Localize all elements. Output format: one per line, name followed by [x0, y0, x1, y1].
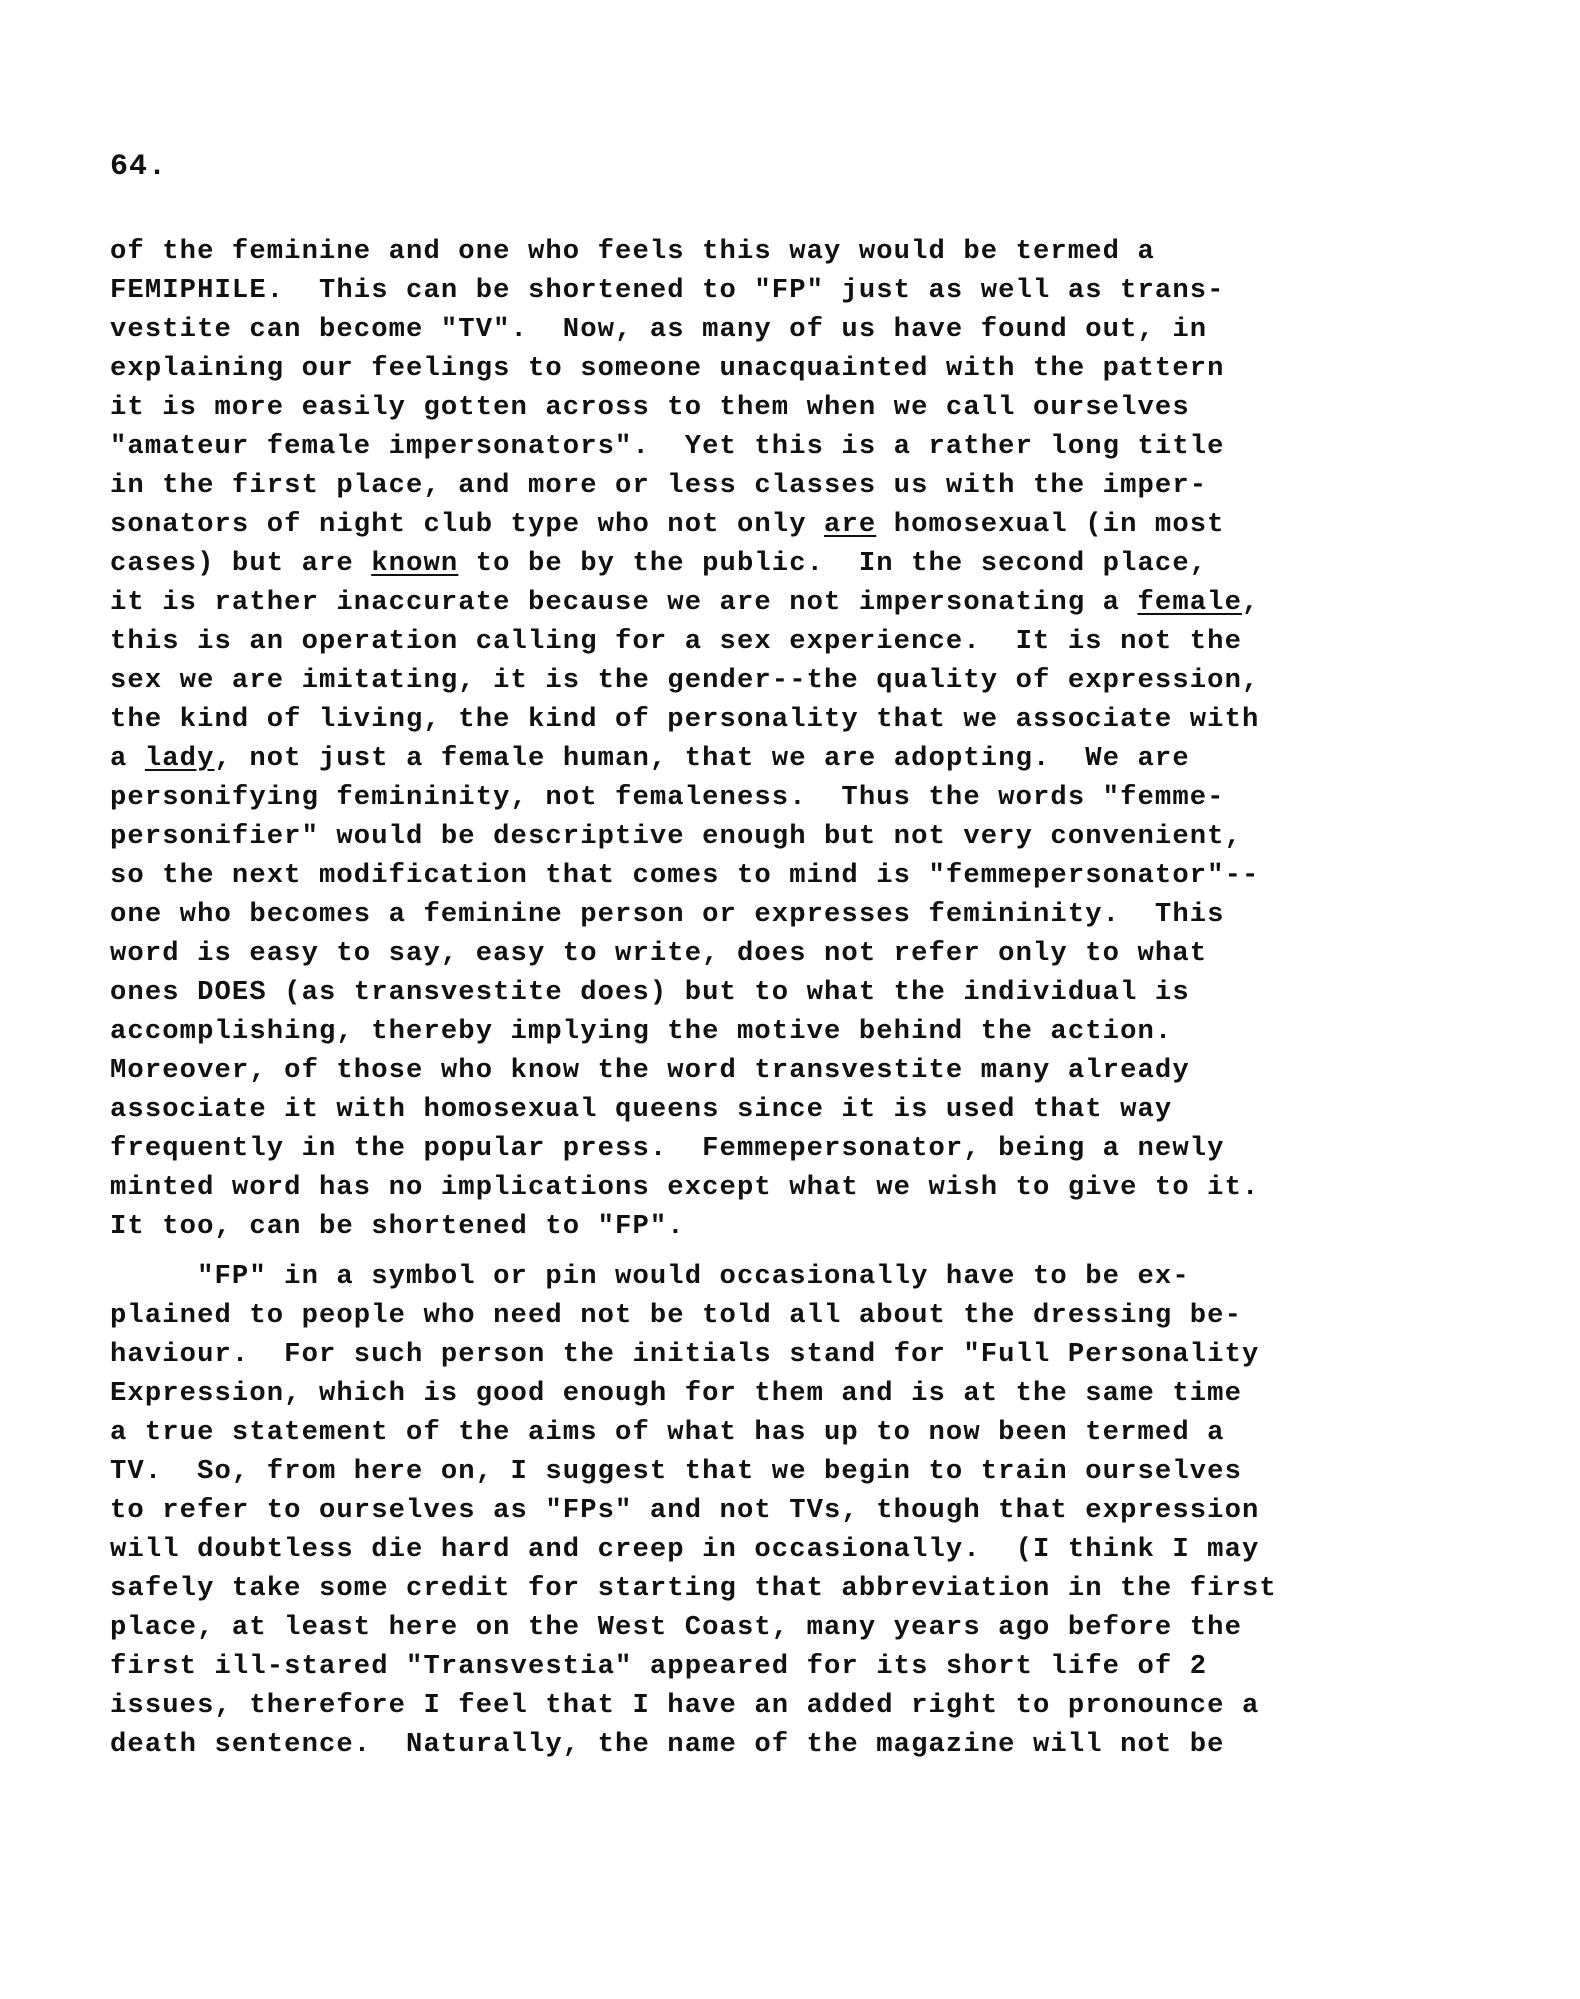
text-segment: it is rather inaccurate because we are not impersonating a [110, 587, 1138, 618]
text-segment: vestite can become "TV". Now, as many of us have found out, in [110, 314, 1208, 345]
text-segment: It too, can be shortened to "FP". [110, 1211, 685, 1242]
text-segment: death sentence. Naturally, the name of the magazine will not be [110, 1729, 1225, 1760]
text-segment: it is more easily gotten across to them when we call ourselves [110, 392, 1190, 423]
text-segment: word is easy to say, easy to write, does not refer only to what [110, 938, 1208, 969]
text-segment: frequently in the popular press. Femmepersonator, being a newly [110, 1133, 1225, 1164]
text-line [110, 1257, 1430, 1296]
text-line [110, 1012, 1430, 1051]
text-line [110, 973, 1430, 1012]
text-line [110, 1374, 1430, 1413]
text-segment: of the feminine and one who feels this way would be termed a [110, 236, 1155, 267]
text-line [110, 1686, 1430, 1725]
text-segment: accomplishing, thereby implying the motive behind the action. [110, 1016, 1173, 1047]
text-line [110, 466, 1430, 505]
underlined-word: known [371, 548, 459, 579]
text-line [110, 1725, 1430, 1764]
text-line [110, 310, 1430, 349]
text-line [110, 583, 1430, 622]
text-segment: a true statement of the aims of what has up to now been termed a [110, 1417, 1225, 1448]
text-line [110, 661, 1430, 700]
text-segment: plained to people who need not be told all about the dressing be- [110, 1300, 1242, 1331]
text-line [110, 1413, 1430, 1452]
text-line [110, 1452, 1430, 1491]
text-line [110, 856, 1430, 895]
text-segment: so the next modification that comes to mind is "femmepersonator"-- [110, 860, 1260, 891]
text-line [110, 1569, 1430, 1608]
text-segment: TV. So, from here on, I suggest that we begin to train ourselves [110, 1456, 1242, 1487]
text-segment: , not just a female human, that we are adopting. We are [214, 743, 1190, 774]
text-line [110, 1168, 1430, 1207]
text-line [110, 349, 1430, 388]
text-segment: in the first place, and more or less classes us with the imper- [110, 470, 1208, 501]
paragraph-1 [110, 232, 1430, 1246]
text-segment: to be by the public. In the second place, [458, 548, 1208, 579]
text-line [110, 1335, 1430, 1374]
text-line [110, 934, 1430, 973]
text-segment: to refer to ourselves as "FPs" and not TVs, though that expression [110, 1495, 1260, 1526]
underlined-word: are [824, 509, 877, 540]
text-segment: , [1242, 587, 1260, 618]
text-line [110, 1647, 1430, 1686]
text-segment: the kind of living, the kind of personality that we associate with [110, 704, 1260, 735]
text-line [110, 1051, 1430, 1090]
text-line [110, 700, 1430, 739]
text-line [110, 1530, 1430, 1569]
page-number: 64. [110, 150, 168, 184]
text-segment: one who becomes a feminine person or expresses femininity. This [110, 899, 1225, 930]
text-segment: will doubtless die hard and creep in occasionally. (I think I may [110, 1534, 1260, 1565]
text-line [110, 271, 1430, 310]
text-segment: explaining our feelings to someone unacquainted with the pattern [110, 353, 1225, 384]
paragraph-2 [110, 1257, 1430, 1764]
text-line [110, 1296, 1430, 1335]
text-segment: Expression, which is good enough for them and is at the same time [110, 1378, 1242, 1409]
text-line [110, 388, 1430, 427]
text-line [110, 817, 1430, 856]
text-segment: "FP" in a symbol or pin would occasionally have to be ex- [110, 1261, 1190, 1292]
text-line [110, 1491, 1430, 1530]
text-segment: personifier" would be descriptive enough but not very convenient, [110, 821, 1242, 852]
text-segment: "amateur female impersonators". Yet this is a rather long title [110, 431, 1225, 462]
text-line [110, 1207, 1430, 1246]
text-segment: place, at least here on the West Coast, many years ago before the [110, 1612, 1242, 1643]
text-segment: FEMIPHILE. This can be shortened to "FP" just as well as trans- [110, 275, 1225, 306]
text-line [110, 232, 1430, 271]
text-segment: associate it with homosexual queens since it is used that way [110, 1094, 1173, 1125]
text-line [110, 739, 1430, 778]
text-segment: this is an operation calling for a sex experience. It is not the [110, 626, 1242, 657]
text-line [110, 427, 1430, 466]
text-segment: Moreover, of those who know the word transvestite many already [110, 1055, 1190, 1086]
text-segment: ones DOES (as transvestite does) but to what the individual is [110, 977, 1190, 1008]
text-segment: haviour. For such person the initials stand for "Full Personality [110, 1339, 1260, 1370]
text-line [110, 622, 1430, 661]
text-line [110, 1608, 1430, 1647]
text-segment: minted word has no implications except what we wish to give to it. [110, 1172, 1260, 1203]
text-segment: issues, therefore I feel that I have an added right to pronounce a [110, 1690, 1260, 1721]
underlined-word: lady [144, 743, 215, 774]
text-segment: first ill-stared "Transvestia" appeared for its short life of 2 [110, 1651, 1208, 1682]
text-segment: homosexual (in most [876, 509, 1225, 540]
text-segment: sonators of night club type who not only [110, 509, 825, 540]
text-line [110, 505, 1430, 544]
text-line [110, 1129, 1430, 1168]
text-segment: cases) but are [110, 548, 372, 579]
underlined-word: female [1137, 587, 1242, 618]
text-segment: personifying femininity, not femaleness. Thus the words "femme- [110, 782, 1225, 813]
text-segment: a [110, 743, 145, 774]
text-line [110, 544, 1430, 583]
text-line [110, 895, 1430, 934]
text-segment: sex we are imitating, it is the gender--the quality of expression, [110, 665, 1260, 696]
text-line [110, 778, 1430, 817]
text-segment: safely take some credit for starting that abbreviation in the first [110, 1573, 1277, 1604]
text-line [110, 1090, 1430, 1129]
